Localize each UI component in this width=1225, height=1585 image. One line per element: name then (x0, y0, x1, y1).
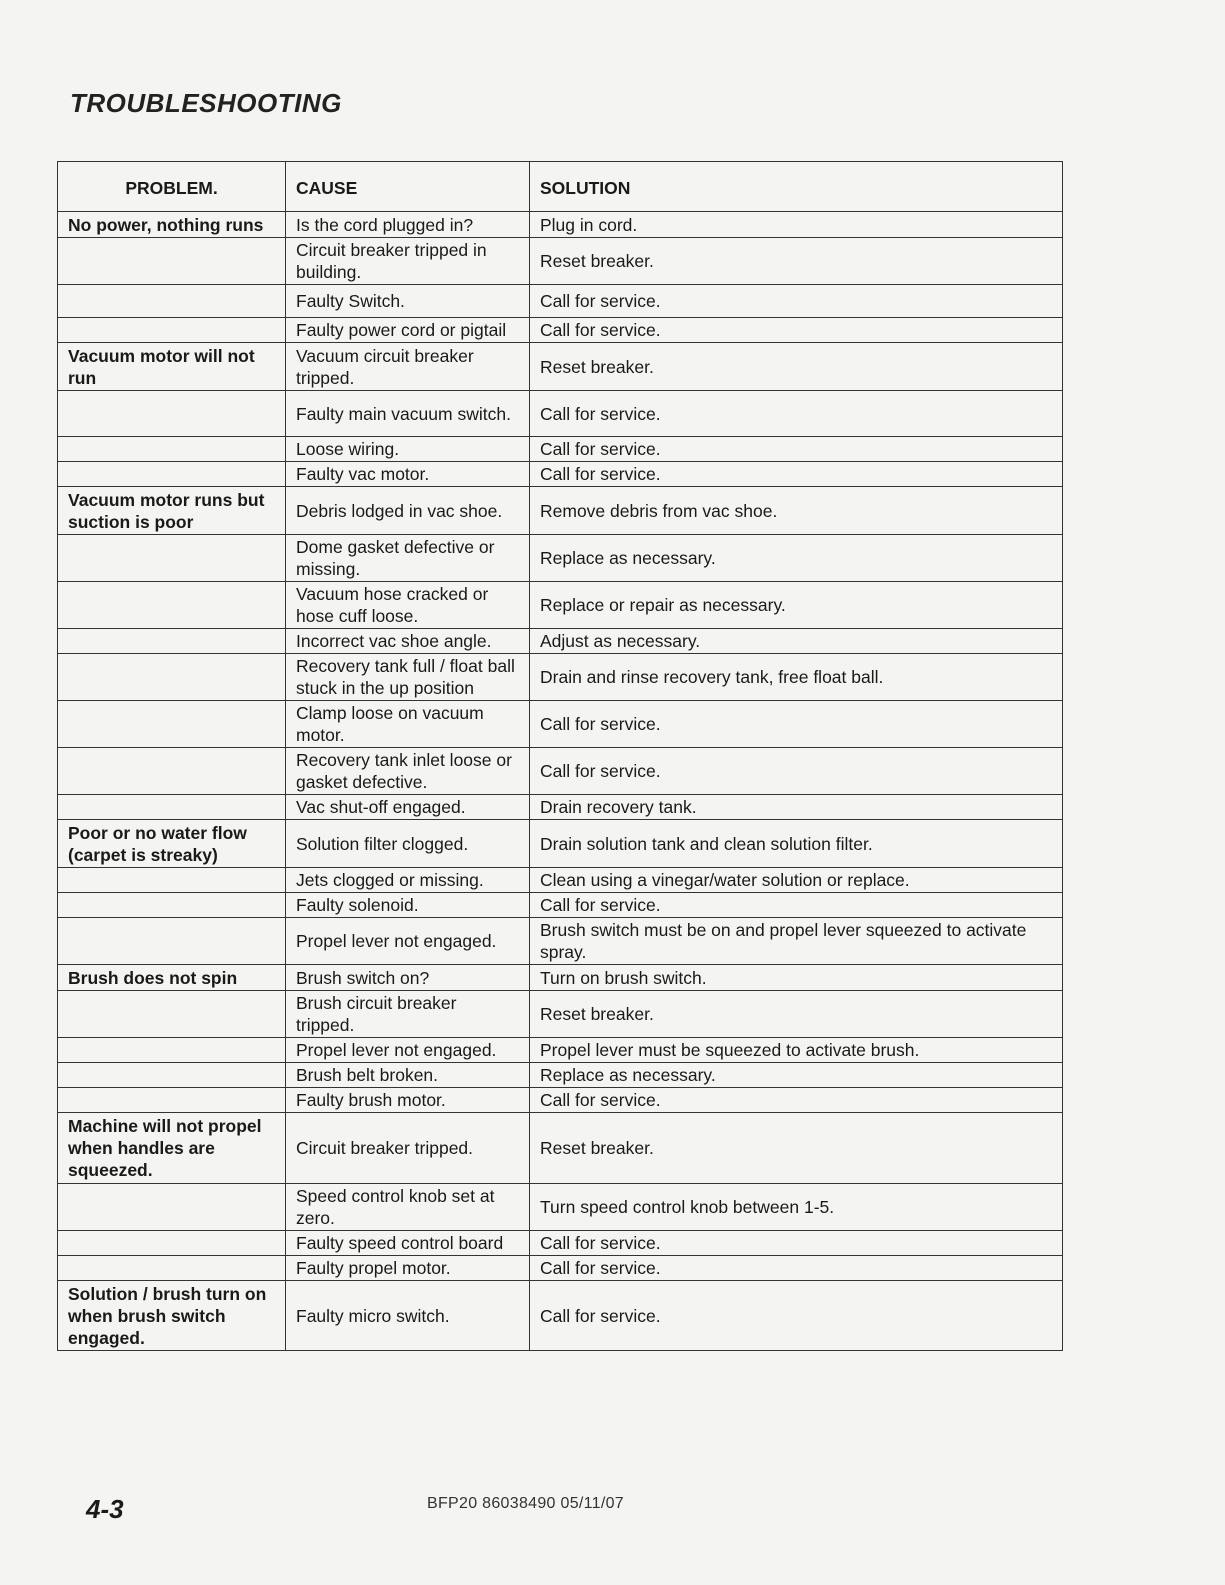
cause-cell: Vacuum circuit breaker tripped. (286, 343, 530, 391)
table-row (58, 1113, 1063, 1184)
solution-cell: Clean using a vinegar/water solution or replace. (530, 868, 1063, 893)
table-row (58, 487, 1063, 535)
table-row (58, 991, 1063, 1038)
cause-cell: Faulty speed control board (286, 1231, 530, 1256)
cause-cell: Faulty micro switch. (286, 1281, 530, 1351)
solution-cell: Call for service. (530, 318, 1063, 343)
problem-cell (58, 748, 286, 795)
problem-cell (58, 535, 286, 582)
solution-cell: Adjust as necessary. (530, 629, 1063, 654)
problem-cell (58, 437, 286, 462)
solution-cell: Call for service. (530, 462, 1063, 487)
problem-cell (58, 701, 286, 748)
problem-cell (58, 991, 286, 1038)
problem-cell (58, 918, 286, 965)
problem-cell: Vacuum motor runs but suction is poor (58, 487, 286, 535)
table-row (58, 437, 1063, 462)
cause-cell: Faulty propel motor. (286, 1256, 530, 1281)
solution-cell: Reset breaker. (530, 343, 1063, 391)
table-row (58, 343, 1063, 391)
solution-cell: Call for service. (530, 391, 1063, 437)
solution-cell: Call for service. (530, 748, 1063, 795)
page-title: TROUBLESHOOTING (70, 88, 342, 118)
table-row (58, 391, 1063, 437)
table-row (58, 795, 1063, 820)
cause-cell: Speed control knob set at zero. (286, 1184, 530, 1231)
table-row (58, 918, 1063, 965)
table-row (58, 1063, 1063, 1088)
solution-cell: Replace as necessary. (530, 535, 1063, 582)
table-row (58, 654, 1063, 701)
page-number: 4-3 (86, 1494, 124, 1524)
problem-cell (58, 1256, 286, 1281)
cause-cell: Vac shut-off engaged. (286, 795, 530, 820)
solution-cell: Call for service. (530, 1088, 1063, 1113)
cause-cell: Faulty power cord or pigtail (286, 318, 530, 343)
cause-cell: Brush belt broken. (286, 1063, 530, 1088)
header-cause: CAUSE (286, 162, 530, 212)
table-row (58, 629, 1063, 654)
cause-cell: Brush switch on? (286, 965, 530, 991)
cause-cell: Incorrect vac shoe angle. (286, 629, 530, 654)
problem-cell (58, 238, 286, 285)
cause-cell: Propel lever not engaged. (286, 918, 530, 965)
cause-cell: Is the cord plugged in? (286, 212, 530, 238)
table-row (58, 318, 1063, 343)
solution-cell: Call for service. (530, 701, 1063, 748)
problem-cell (58, 893, 286, 918)
problem-cell (58, 1063, 286, 1088)
cause-cell: Clamp loose on vacuum motor. (286, 701, 530, 748)
header-problem: PROBLEM. (58, 162, 286, 212)
solution-cell: Call for service. (530, 893, 1063, 918)
cause-cell: Circuit breaker tripped in building. (286, 238, 530, 285)
problem-cell (58, 1184, 286, 1231)
problem-cell: Poor or no water flow (carpet is streaky) (58, 820, 286, 868)
problem-cell (58, 582, 286, 629)
table-row (58, 701, 1063, 748)
cause-cell: Recovery tank inlet loose or gasket defective. (286, 748, 530, 795)
solution-cell: Call for service. (530, 1231, 1063, 1256)
problem-cell (58, 1038, 286, 1063)
table-row (58, 1231, 1063, 1256)
problem-cell (58, 795, 286, 820)
table-row (58, 535, 1063, 582)
cause-cell: Recovery tank full / float ball stuck in the up position (286, 654, 530, 701)
problem-cell: Vacuum motor will not run (58, 343, 286, 391)
problem-cell (58, 1088, 286, 1113)
table-row (58, 1281, 1063, 1351)
problem-cell: No power, nothing runs (58, 212, 286, 238)
solution-cell: Call for service. (530, 285, 1063, 318)
cause-cell: Brush circuit breaker tripped. (286, 991, 530, 1038)
cause-cell: Jets clogged or missing. (286, 868, 530, 893)
solution-cell: Reset breaker. (530, 238, 1063, 285)
table-header-row (58, 162, 1063, 212)
solution-cell: Drain solution tank and clean solution filter. (530, 820, 1063, 868)
cause-cell: Solution filter clogged. (286, 820, 530, 868)
solution-cell: Turn speed control knob between 1-5. (530, 1184, 1063, 1231)
solution-cell: Call for service. (530, 1256, 1063, 1281)
solution-cell: Plug in cord. (530, 212, 1063, 238)
cause-cell: Faulty solenoid. (286, 893, 530, 918)
solution-cell: Reset breaker. (530, 1113, 1063, 1184)
problem-cell (58, 391, 286, 437)
table-row (58, 1088, 1063, 1113)
table-row (58, 582, 1063, 629)
cause-cell: Vacuum hose cracked or hose cuff loose. (286, 582, 530, 629)
problem-cell (58, 462, 286, 487)
table-row (58, 462, 1063, 487)
table-row (58, 1038, 1063, 1063)
cause-cell: Faulty vac motor. (286, 462, 530, 487)
table-row (58, 820, 1063, 868)
header-solution: SOLUTION (530, 162, 1063, 212)
cause-cell: Dome gasket defective or missing. (286, 535, 530, 582)
solution-cell: Call for service. (530, 437, 1063, 462)
cause-cell: Faulty Switch. (286, 285, 530, 318)
solution-cell: Remove debris from vac shoe. (530, 487, 1063, 535)
solution-cell: Turn on brush switch. (530, 965, 1063, 991)
cause-cell: Faulty brush motor. (286, 1088, 530, 1113)
problem-cell (58, 318, 286, 343)
solution-cell: Reset breaker. (530, 991, 1063, 1038)
solution-cell: Drain recovery tank. (530, 795, 1063, 820)
solution-cell: Brush switch must be on and propel lever squeezed to activate spray. (530, 918, 1063, 965)
cause-cell: Debris lodged in vac shoe. (286, 487, 530, 535)
problem-cell: Machine will not propel when handles are squeezed. (58, 1113, 286, 1184)
troubleshooting-table (57, 161, 1063, 1351)
problem-cell: Brush does not spin (58, 965, 286, 991)
table-row (58, 1256, 1063, 1281)
table-row (58, 1184, 1063, 1231)
problem-cell (58, 868, 286, 893)
table-row (58, 868, 1063, 893)
solution-cell: Replace as necessary. (530, 1063, 1063, 1088)
table-row (58, 212, 1063, 238)
problem-cell (58, 629, 286, 654)
cause-cell: Propel lever not engaged. (286, 1038, 530, 1063)
solution-cell: Drain and rinse recovery tank, free float ball. (530, 654, 1063, 701)
problem-cell (58, 285, 286, 318)
cause-cell: Circuit breaker tripped. (286, 1113, 530, 1184)
solution-cell: Call for service. (530, 1281, 1063, 1351)
solution-cell: Replace or repair as necessary. (530, 582, 1063, 629)
document-reference: BFP20 86038490 05/11/07 (427, 1495, 624, 1512)
problem-cell (58, 1231, 286, 1256)
problem-cell: Solution / brush turn on when brush switch engaged. (58, 1281, 286, 1351)
table-row (58, 238, 1063, 285)
table-row (58, 965, 1063, 991)
table-row (58, 893, 1063, 918)
table-row (58, 285, 1063, 318)
table-row (58, 748, 1063, 795)
problem-cell (58, 654, 286, 701)
table-body (58, 212, 1063, 1351)
cause-cell: Loose wiring. (286, 437, 530, 462)
cause-cell: Faulty main vacuum switch. (286, 391, 530, 437)
solution-cell: Propel lever must be squeezed to activate brush. (530, 1038, 1063, 1063)
